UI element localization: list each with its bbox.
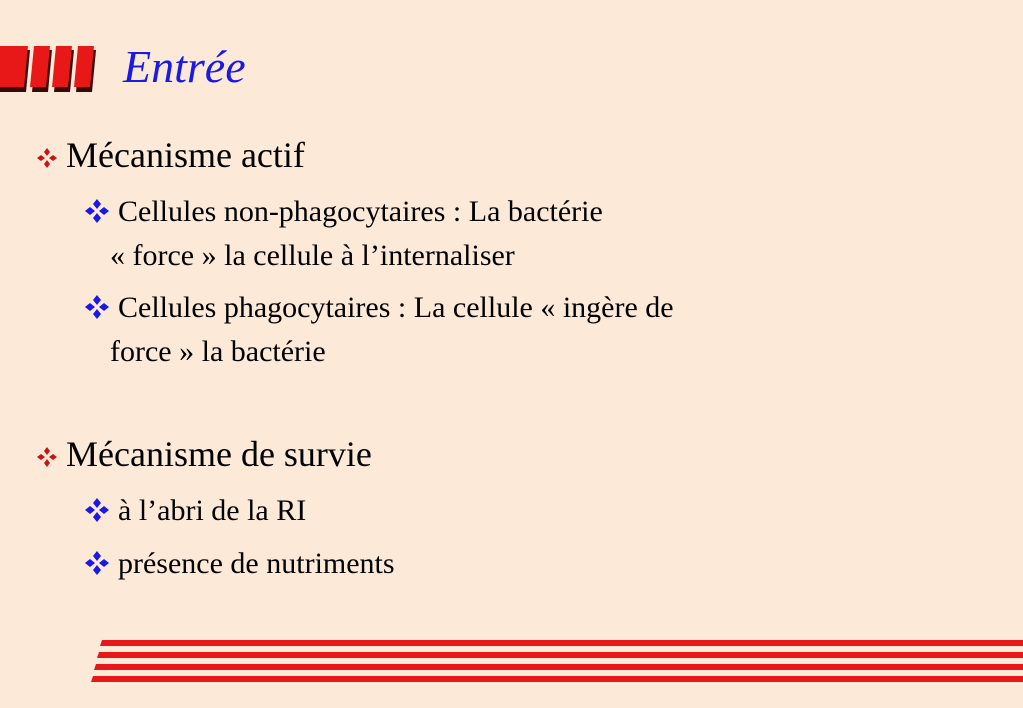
list-item-continuation: « force » la cellule à l’internaliser <box>110 239 515 272</box>
list-item <box>84 191 603 233</box>
section-heading-survival <box>36 433 372 475</box>
four-diamond-bullet-icon <box>36 446 58 468</box>
list-item <box>84 287 674 329</box>
section-heading-text: Mécanisme actif <box>66 135 305 175</box>
four-diamond-bullet-icon <box>84 550 110 576</box>
footer-stripes-decoration <box>90 640 1023 684</box>
list-item-text: Cellules phagocytaires : La cellule « ingère de <box>118 291 674 324</box>
list-item-text: à l’abri de la RI <box>118 494 307 527</box>
section-heading-text: Mécanisme de survie <box>66 434 372 474</box>
list-item <box>84 490 306 532</box>
slide-title: Entrée <box>123 41 246 92</box>
four-diamond-bullet-icon <box>84 294 110 320</box>
four-diamond-bullet-icon <box>84 497 110 523</box>
section-heading-active <box>36 134 305 176</box>
list-item-continuation: force » la bactérie <box>110 335 326 368</box>
four-diamond-bullet-icon <box>84 198 110 224</box>
list-item-text: Cellules non-phagocytaires : La bactérie <box>118 195 603 228</box>
title-bars-logo-icon <box>0 40 110 92</box>
list-item <box>84 543 395 585</box>
four-diamond-bullet-icon <box>36 147 58 169</box>
list-item-text: présence de nutriments <box>118 547 395 580</box>
